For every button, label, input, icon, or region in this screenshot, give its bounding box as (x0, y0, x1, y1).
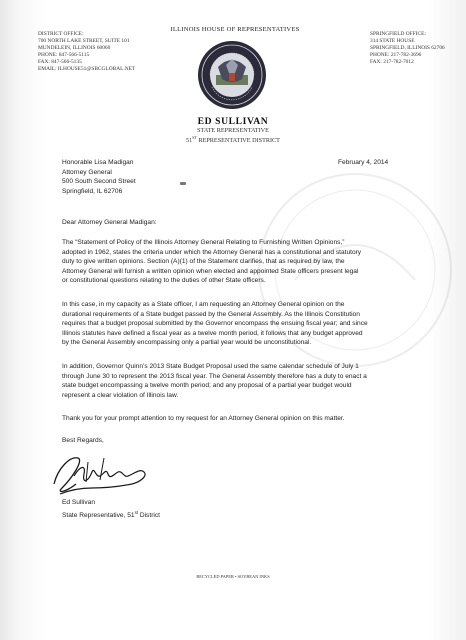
springfield-office-heading: SPRINGFIELD OFFICE: (370, 31, 426, 37)
district-office-address: 700 NORTH LAKE STREET, SUITE 101 (38, 38, 130, 44)
district-office-city: MUNDELEIN, ILLINOIS 60060 (38, 45, 111, 51)
paragraph-line: requires that a budget proposal submitted by the Governor encompass the ensuing fiscal year; and since (62, 320, 368, 328)
pen-mark (180, 182, 186, 185)
paragraph-2 (62, 300, 368, 348)
paragraph-line: duty to give written opinions. Section (A)(1) of the Statement clarifies, that as required by law, the (62, 258, 345, 266)
closing: Best Regards, (62, 437, 104, 444)
recipient-title: Attorney General (62, 168, 112, 176)
district-office-phone: PHONE: 847-566-5115 (38, 52, 90, 58)
recipient-block (62, 158, 136, 196)
state-seal (196, 39, 268, 111)
signature-title-suffix: st (134, 510, 138, 515)
signature-title (62, 508, 160, 521)
recipient-name: Honorable Lisa Madigan (62, 159, 134, 166)
letter-date: February 4, 2014 (338, 159, 389, 166)
paragraph-line: state budget encompassing a twelve month period; and any proposal of a partial year budget would (62, 382, 352, 390)
recipient-street: 500 South Second Street (62, 178, 136, 186)
paragraph-line: Illinois statutes have defined a fiscal year as a twelve month period, it follows that any budget approved (62, 329, 363, 337)
paragraph-line: Attorney General will furnish a written opinion when elected and appointed State officers present legal (62, 267, 359, 275)
paragraph-line: The “Statement of Policy of the Illinois Attorney General Relating to Furnishing Written Opinions,” (62, 239, 345, 246)
springfield-office-fax: FAX: 217-782-7012 (370, 59, 414, 65)
representative-name: ED SULLIVAN (197, 116, 269, 127)
paragraph-line: Thank you for your prompt attention to my request for an Attorney General opinion on this matter. (62, 415, 345, 422)
recipient-city: Springfield, IL 62706 (62, 187, 123, 195)
paragraph-line: or constitutional questions relating to the duties of other State officers. (62, 277, 266, 285)
springfield-office-address: 314 STATE HOUSE (370, 38, 415, 44)
district-office-fax: FAX: 847-566-5135 (38, 59, 82, 65)
paragraph-3 (62, 362, 367, 400)
salutation: Dear Attorney General Madigan: (62, 219, 157, 226)
paragraph-line: by the General Assembly encompassing only a partial year would be unconstitutional. (62, 339, 312, 347)
representative-role: STATE REPRESENTATIVE (197, 127, 269, 134)
paragraph-line: In addition, Governor Quinn’s 2013 State Budget Proposal used the same calendar schedule of July 1 (62, 363, 359, 370)
paragraph-line: represent a clear violation of Illinois law. (62, 391, 179, 399)
paragraph-1 (62, 238, 361, 286)
district-line (130, 135, 336, 144)
district-text: REPRESENTATIVE DISTRICT (196, 137, 280, 145)
house-title: ILLINOIS HOUSE OF REPRESENTATIVES (170, 26, 300, 33)
handwritten-signature (48, 448, 158, 500)
district-office-email: EMAIL: ILHOUSE51@SBCGLOBAL.NET (38, 66, 136, 72)
springfield-office-city: SPRINGFIELD, ILLINOIS 62706 (370, 45, 445, 51)
district-suffix: ST (192, 135, 197, 140)
district-office-heading: DISTRICT OFFICE: (38, 31, 84, 37)
signature-title-district: District (138, 512, 160, 520)
springfield-office-phone: PHONE: 217-782-3696 (370, 52, 422, 58)
district-number: 51 (186, 137, 193, 145)
paragraph-line: In this case, in my capacity as a State officer, I am requesting an Attorney General opinion on the (62, 301, 345, 308)
footer-note: RECYCLED PAPER • SOYBEAN INKS (196, 574, 270, 579)
paragraph-line: adopted in 1962, states the criteria under which the Attorney General has a constitutional and statutory (62, 248, 362, 256)
paragraph-line: through June 30 to represent the 2013 fiscal year. The General Assembly therefore has a duty to enact a (62, 372, 367, 380)
district-office-block (38, 31, 135, 73)
signature-name: Ed Sullivan (62, 499, 95, 506)
signature-title-text: State Representative, 51 (62, 512, 135, 520)
paragraph-4 (62, 414, 345, 424)
springfield-office-block (370, 31, 445, 66)
paragraph-line: durational requirements of a State budget passed by the General Assembly. As the Illinois Constitution (62, 310, 360, 318)
